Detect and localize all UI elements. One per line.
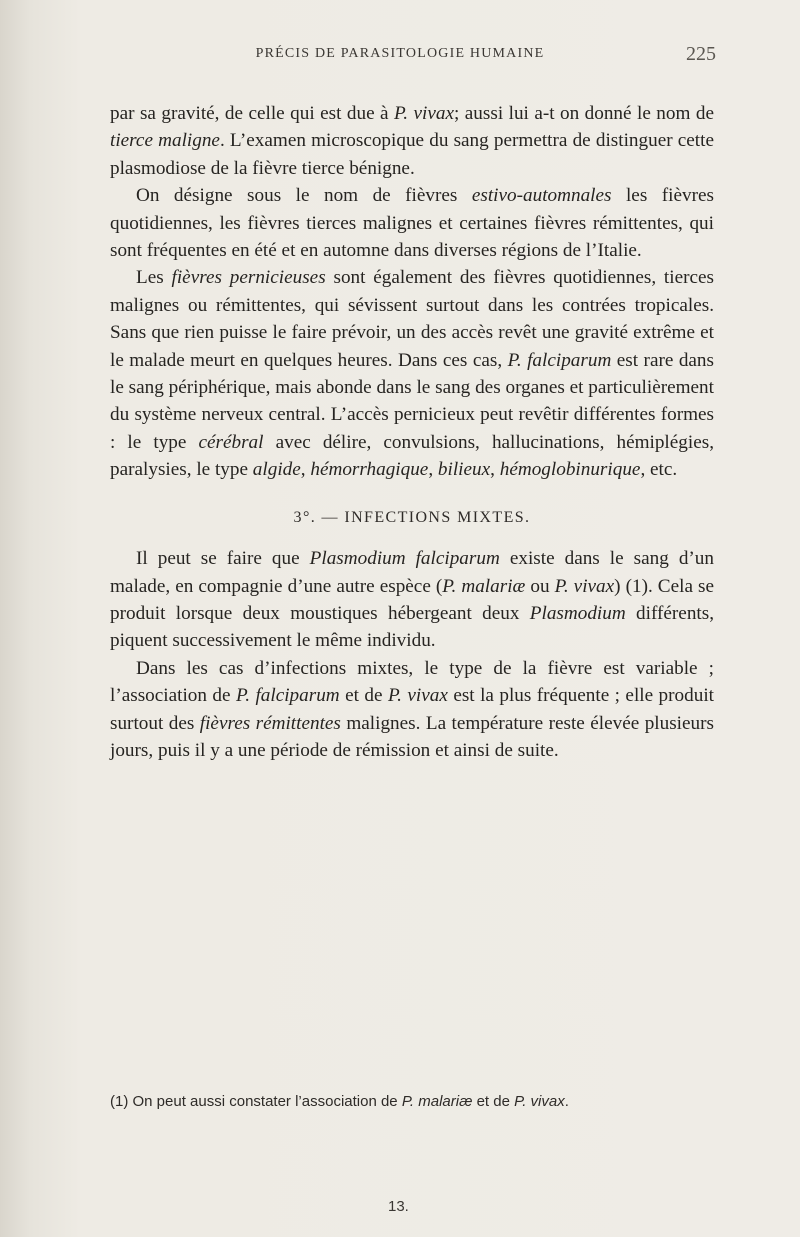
- italic-run: P. malariæ: [401, 1093, 473, 1110]
- italic-run: P. malariæ: [442, 575, 526, 597]
- paragraph: Les fièvres pernicieuses sont également des fièvres quotidiennes, tierces malignes ou rémittentes, qui sévissent surtout dans les contrées tropicales. Sans que rien puisse le faire prévoir, un des accès revêt une gravité extrême et le malade meurt en quelques heures. Dans ces cas, P. falciparum est rare dans le sang périphérique, mais abonde dans le sang des organes et particulièrement du système nerveux central. L’accès pernicieux peut revêtir différentes formes : le type cérébral avec délire, convulsions, hallucinations, hémiplégies, paralysies, le type algide, hémorrhagique, bilieux, hémoglobinurique, etc.: [110, 267, 715, 481]
- footnote: (1) On peut aussi constater l’association de P. malariæ et de P. vivax.: [110, 1093, 569, 1110]
- italic-run: Plasmodium falciparum: [309, 548, 500, 570]
- italic-run: cérébral: [198, 431, 264, 453]
- italic-run: P. vivax: [554, 575, 615, 597]
- italic-run: fièvres rémittentes: [199, 712, 341, 734]
- paragraph: par sa gravité, de celle qui est due à P. vivax; aussi lui a-t on donné le nom de tierce maligne. L’examen microscopique du sang permettra de distinguer cette plasmodiose de la fièvre tierce bénigne.: [110, 103, 714, 179]
- italic-run: hémorrhagique: [310, 459, 429, 481]
- italic-run: P. falciparum: [235, 685, 340, 707]
- running-title: PRÉCIS DE PARASITOLOGIE HUMAINE: [255, 46, 545, 61]
- italic-run: P. vivax: [394, 103, 454, 124]
- italic-run: estivo-automnales: [471, 185, 612, 207]
- italic-run: bilieux: [437, 459, 491, 481]
- italic-run: P. vivax: [514, 1093, 565, 1110]
- italic-run: P. vivax: [387, 685, 448, 707]
- body-text: [110, 100, 714, 764]
- section-heading: 3°. — INFECTIONS MIXTES.: [293, 508, 531, 526]
- italic-run: hémoglobinurique: [499, 459, 641, 481]
- signature-mark: 13.: [388, 1198, 409, 1215]
- italic-run: fièvres pernicieuses: [171, 267, 326, 289]
- page-number: 225: [686, 43, 716, 65]
- italic-run: algide: [252, 459, 301, 481]
- paragraph: Il peut se faire que Plasmodium falciparum existe dans le sang d’un malade, en compagnie d’une autre espèce (P. malariæ ou P. vivax) (1). Cela se produit lorsque deux moustiques hébergeant deux Plasmodium différents, piquent successivement le même individu.: [110, 548, 715, 652]
- paragraph: Dans les cas d’infections mixtes, le type de la fièvre est variable ; l’association de P. falciparum et de P. vivax est la plus fréquente ; elle produit surtout des fièvres rémittentes malignes. La température reste élevée plusieurs jours, puis il y a une période de rémission et ainsi de suite.: [110, 657, 714, 761]
- page-header: [0, 43, 800, 76]
- italic-run: P. falciparum: [507, 349, 612, 371]
- paragraph: On désigne sous le nom de fièvres estivo-automnales les fièvres quotidiennes, les fièvres tierces malignes et certaines fièvres rémittentes, qui sont fréquentes en été et en automne dans diverses régions de l’Italie.: [110, 185, 714, 262]
- italic-run: tierce maligne: [110, 130, 220, 152]
- italic-run: Plasmodium: [529, 602, 626, 624]
